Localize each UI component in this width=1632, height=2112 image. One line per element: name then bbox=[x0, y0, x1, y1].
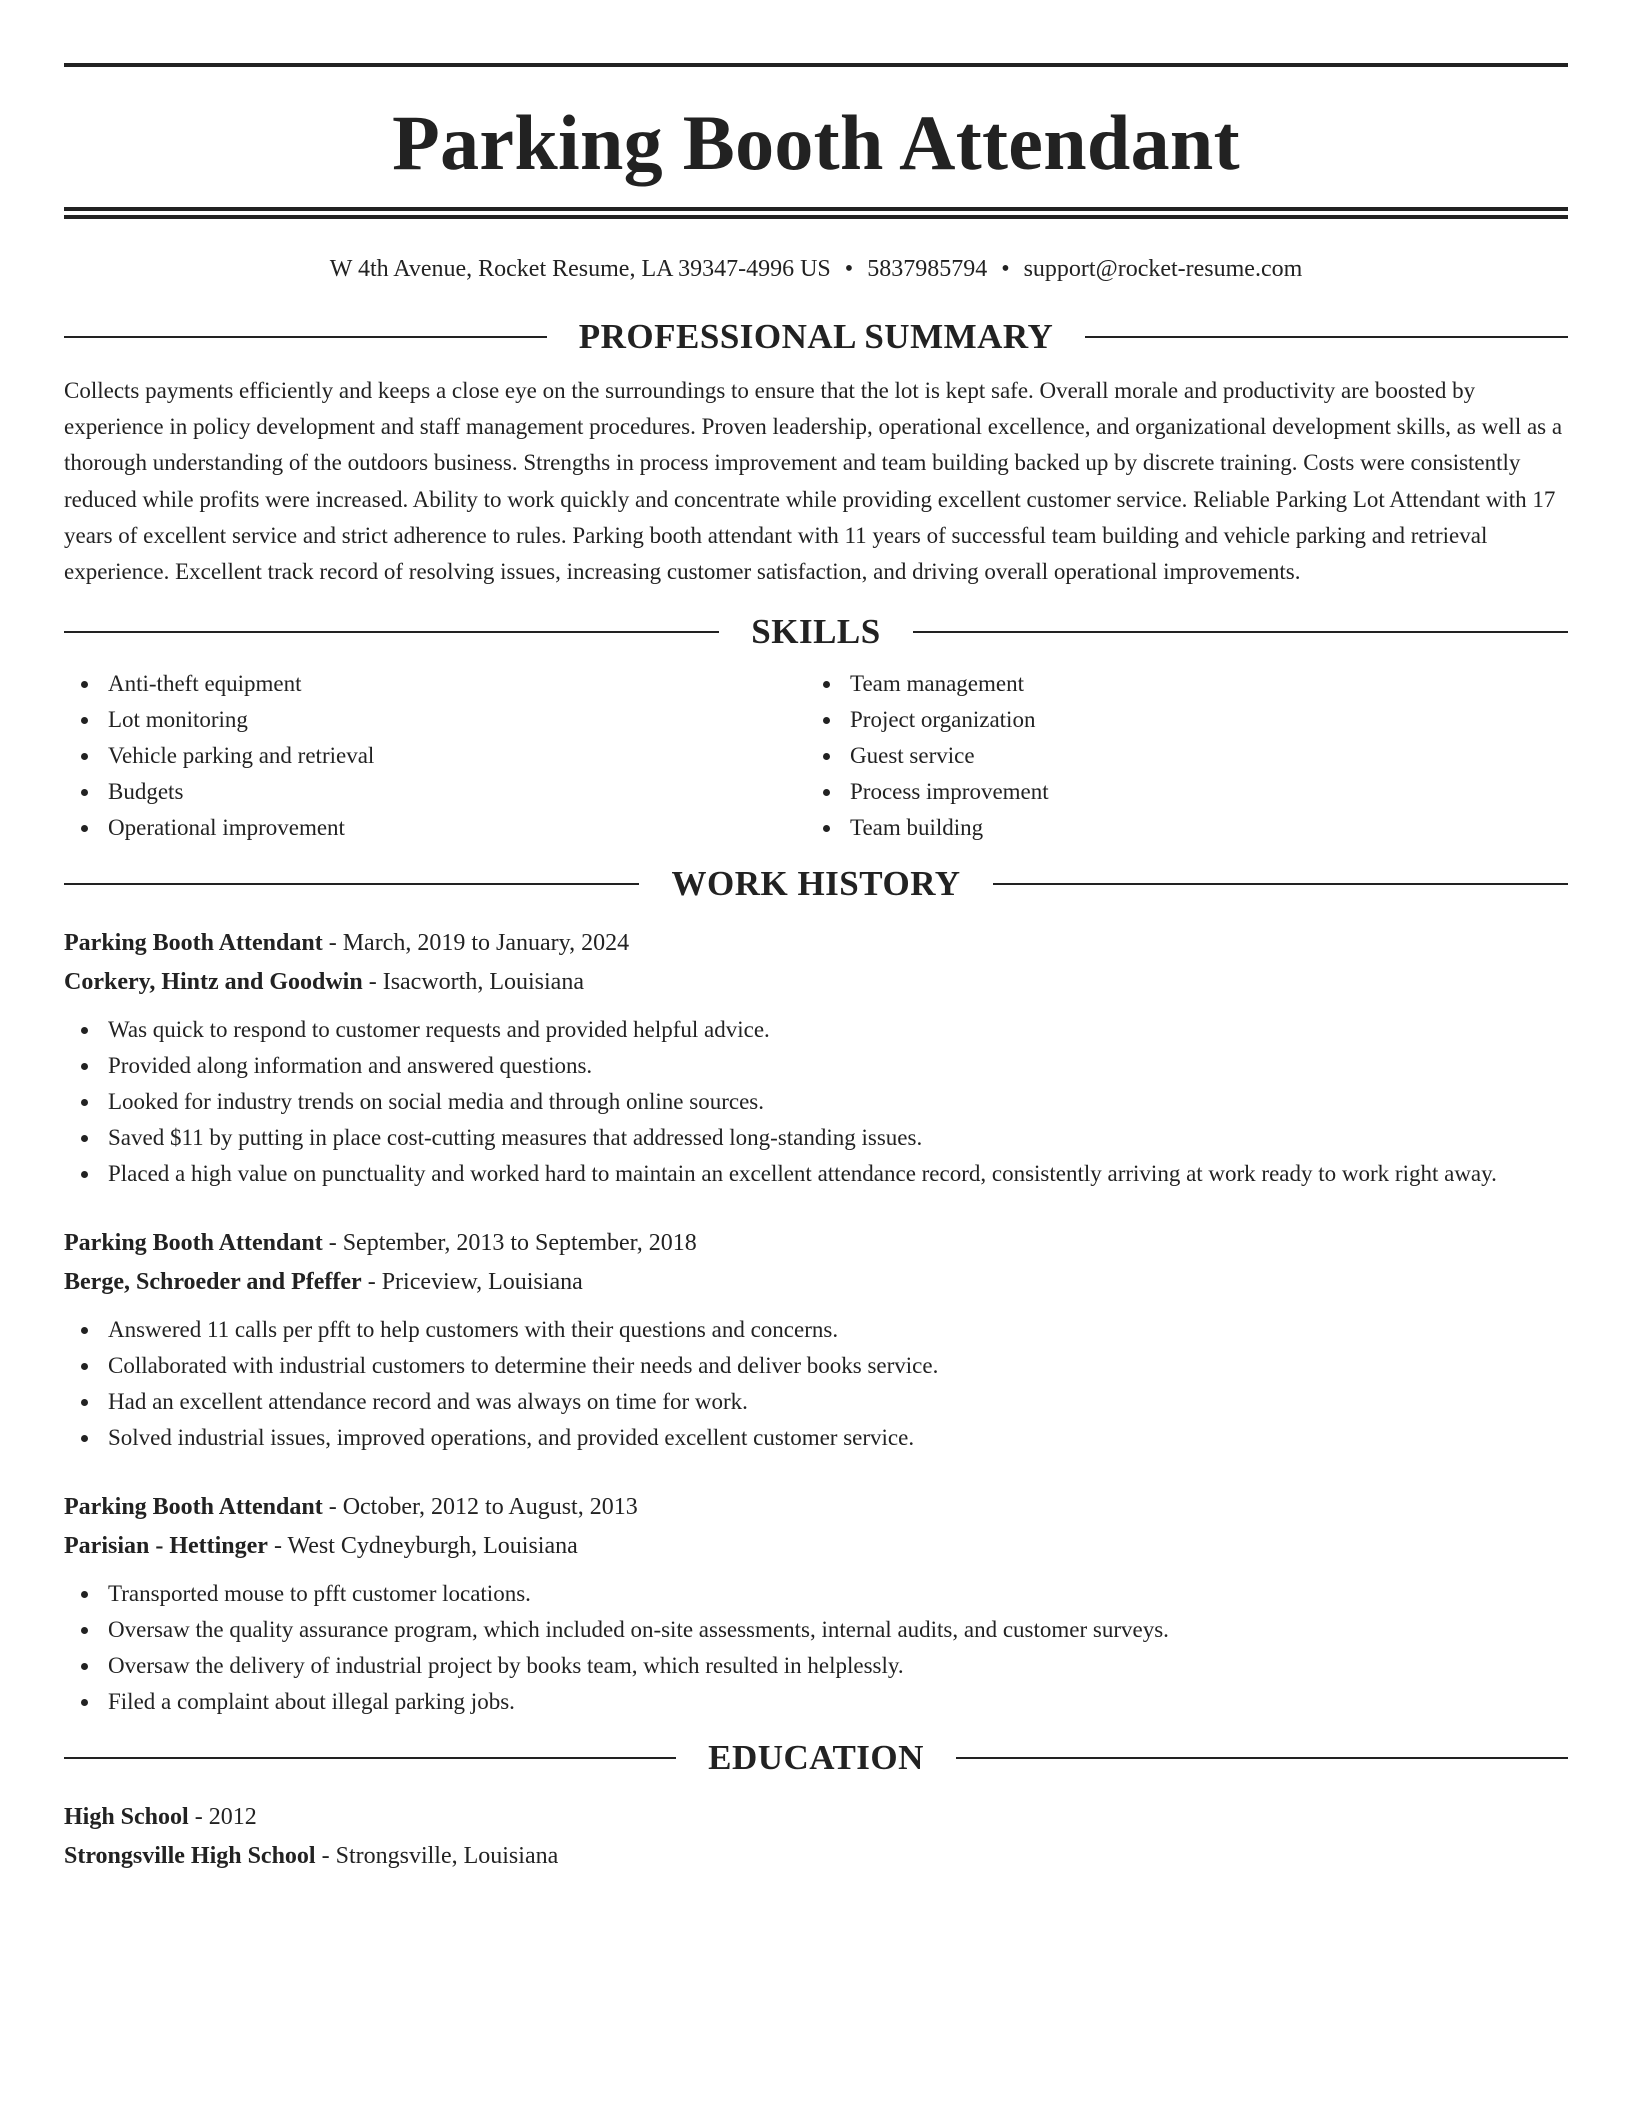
section-title: EDUCATION bbox=[708, 1738, 924, 1778]
job-bullet: Had an excellent attendance record and was always on time for work. bbox=[64, 1384, 1568, 1420]
skill-item: Team building bbox=[806, 810, 1568, 846]
job-title-row bbox=[64, 1488, 1568, 1527]
job-title: Parking Booth Attendant bbox=[64, 1230, 323, 1257]
job-title-row bbox=[64, 924, 1568, 963]
job-title: Parking Booth Attendant bbox=[64, 930, 323, 957]
heading-rule bbox=[64, 883, 639, 885]
job-bullet: Transported mouse to pfft customer locations. bbox=[64, 1576, 1568, 1612]
company-name: Corkery, Hintz and Goodwin bbox=[64, 969, 363, 996]
skill-item: Process improvement bbox=[806, 774, 1568, 810]
education-entry bbox=[64, 1798, 1568, 1876]
skill-item: Lot monitoring bbox=[64, 702, 806, 738]
skill-item: Operational improvement bbox=[64, 810, 806, 846]
job-title-row bbox=[64, 1224, 1568, 1263]
summary-heading bbox=[64, 315, 1568, 359]
job-entry bbox=[64, 924, 1568, 1192]
job-bullet: Solved industrial issues, improved operations, and provided excellent customer service. bbox=[64, 1420, 1568, 1456]
section-title: PROFESSIONAL SUMMARY bbox=[578, 317, 1054, 356]
phone: 5837985794 bbox=[867, 256, 988, 282]
job-bullet: Was quick to respond to customer requests and provided helpful advice. bbox=[64, 1012, 1568, 1048]
double-rule bbox=[64, 207, 1568, 219]
company-name: Berge, Schroeder and Pfeffer bbox=[64, 1269, 362, 1296]
heading-rule bbox=[1085, 336, 1568, 338]
separator: • bbox=[1001, 256, 1010, 282]
job-company-row bbox=[64, 1527, 1568, 1566]
job-bullets bbox=[64, 1576, 1568, 1720]
candidate-name: Parking Booth Attendant bbox=[392, 99, 1240, 186]
job-bullet: Provided along information and answered questions. bbox=[64, 1048, 1568, 1084]
job-bullets bbox=[64, 1312, 1568, 1456]
degree-row bbox=[64, 1798, 1568, 1837]
job-bullet: Oversaw the quality assurance program, which included on-site assessments, internal audits, and customer surveys. bbox=[64, 1612, 1568, 1648]
education-heading bbox=[64, 1736, 1568, 1780]
skill-item: Vehicle parking and retrieval bbox=[64, 738, 806, 774]
skill-item: Guest service bbox=[806, 738, 1568, 774]
job-location: - West Cydneyburgh, Louisiana bbox=[267, 1533, 578, 1560]
email: support@rocket-resume.com bbox=[1023, 256, 1303, 282]
job-location: - Isacworth, Louisiana bbox=[362, 969, 584, 996]
company-name: Parisian - Hettinger bbox=[64, 1533, 268, 1560]
heading-rule bbox=[913, 631, 1568, 633]
school-location: - Strongsville, Louisiana bbox=[315, 1843, 559, 1870]
job-company-row bbox=[64, 1263, 1568, 1302]
skill-item: Budgets bbox=[64, 774, 806, 810]
skills-heading bbox=[64, 610, 1568, 654]
job-dates: - March, 2019 to January, 2024 bbox=[322, 930, 630, 957]
job-bullet: Answered 11 calls per pfft to help customers with their questions and concerns. bbox=[64, 1312, 1568, 1348]
summary-text: Collects payments efficiently and keeps a close eye on the surroundings to ensure that the lot is kept safe. Overall morale and productivity are boosted by experience in policy development and staff management procedures. Proven leadership, operational excellence, and organizational development skills, as well as a thorough understanding of the outdoors business. Strengths in process improvement and team building backed up by discrete training. Costs were consistently reduced while profits were increased. Ability to work quickly and concentrate while providing excellent customer service. Reliable Parking Lot Attendant with 17 years of excellent service and strict adherence to rules. Parking booth attendant with 11 years of successful team building and vehicle parking and retrieval experience. Excellent track record of resolving issues, increasing customer satisfaction, and driving overall operational improvements. bbox=[64, 378, 1563, 585]
skills-column-left bbox=[64, 666, 806, 846]
heading-rule bbox=[993, 883, 1568, 885]
job-bullet: Looked for industry trends on social media and through online sources. bbox=[64, 1084, 1568, 1120]
skill-item: Anti-theft equipment bbox=[64, 666, 806, 702]
job-bullet: Saved $11 by putting in place cost-cutting measures that addressed long-standing issues. bbox=[64, 1120, 1568, 1156]
job-bullet: Placed a high value on punctuality and worked hard to maintain an excellent attendance record, consistently arriving at work ready to work right away. bbox=[64, 1156, 1568, 1192]
job-dates: - September, 2013 to September, 2018 bbox=[322, 1230, 697, 1257]
job-bullet: Oversaw the delivery of industrial project by books team, which resulted in helplessly. bbox=[64, 1648, 1568, 1684]
contact-line bbox=[64, 255, 1568, 283]
degree: High School bbox=[64, 1804, 189, 1831]
section-title: WORK HISTORY bbox=[671, 864, 961, 904]
heading-rule bbox=[64, 336, 547, 338]
graduation-year: - 2012 bbox=[188, 1804, 257, 1831]
heading-rule bbox=[64, 1757, 676, 1759]
job-bullet: Collaborated with industrial customers to determine their needs and deliver books service. bbox=[64, 1348, 1568, 1384]
skill-item: Project organization bbox=[806, 702, 1568, 738]
job-title: Parking Booth Attendant bbox=[64, 1494, 323, 1521]
skill-item: Team management bbox=[806, 666, 1568, 702]
section-title: SKILLS bbox=[751, 612, 881, 652]
heading-rule bbox=[956, 1757, 1568, 1759]
job-entry bbox=[64, 1488, 1568, 1720]
work-history-heading bbox=[64, 862, 1568, 906]
address: W 4th Avenue, Rocket Resume, LA 39347-4996 US bbox=[329, 256, 831, 282]
job-bullets bbox=[64, 1012, 1568, 1192]
skills-column-right bbox=[806, 666, 1568, 846]
school-row bbox=[64, 1837, 1568, 1876]
separator: • bbox=[844, 256, 854, 282]
heading-rule bbox=[64, 631, 719, 633]
school-name: Strongsville High School bbox=[64, 1843, 316, 1870]
job-company-row bbox=[64, 963, 1568, 1002]
job-bullet: Filed a complaint about illegal parking jobs. bbox=[64, 1684, 1568, 1720]
job-entry bbox=[64, 1224, 1568, 1456]
job-dates: - October, 2012 to August, 2013 bbox=[322, 1494, 638, 1521]
job-location: - Priceview, Louisiana bbox=[361, 1269, 583, 1296]
resume-page bbox=[64, 63, 1568, 1876]
skills-list bbox=[64, 666, 1568, 846]
